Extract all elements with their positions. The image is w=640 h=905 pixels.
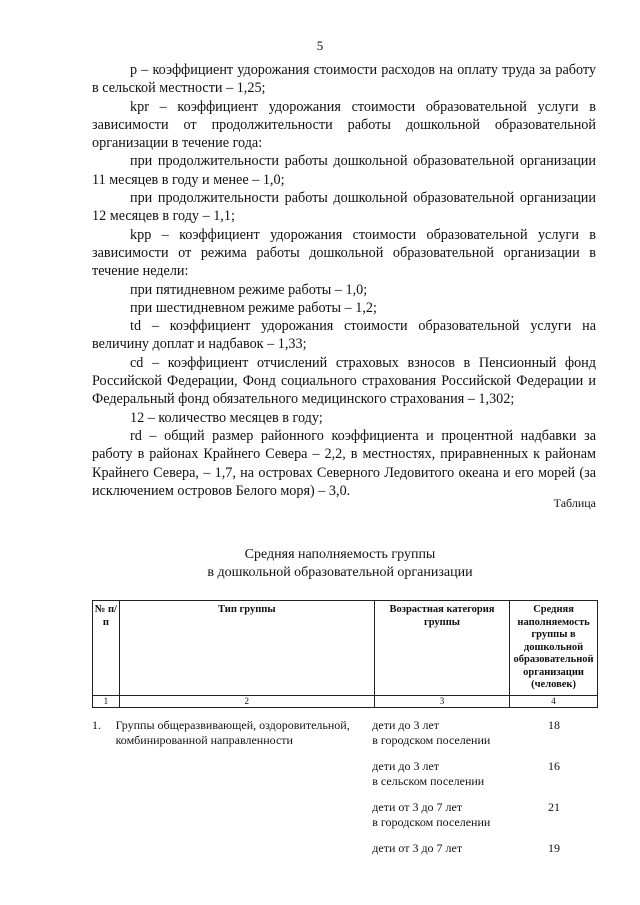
page-number: 5: [316, 38, 324, 53]
paragraph-kpp-five-day: при пятидневном режиме работы – 1,0;: [130, 281, 368, 298]
age-line-2: в городском поселении: [372, 732, 491, 747]
table-column-numbers-row: [93, 695, 598, 707]
age-line-1: дети от 3 до 7 лет: [372, 800, 463, 814]
paragraph-kpr-11-months: при продолжительности работы дошкольной образовательной организации 11 месяцев в году и менее – 1,0;: [92, 153, 596, 188]
age-line-1: дети до 3 лет: [372, 718, 440, 732]
table-body: [92, 718, 598, 868]
row-group-type: [116, 759, 373, 800]
row-group-type: [116, 800, 373, 841]
row-number: [92, 800, 116, 841]
table-row: [92, 759, 598, 800]
paragraph-months-per-year: 12 – количество месяцев в году;: [130, 409, 323, 426]
table-caption: Таблица: [553, 496, 596, 510]
table-header: [92, 600, 598, 708]
paragraph-rd-coefficient: rd – общий размер районного коэффициента и процентной надбавки за работу в районах Крайнего Севера – 2,2, в местностях, приравненных к районам Крайнего Севера, – 1,7, на островах Северного Ледовитого океана и его морей (за исключением островов Белого моря) – 3,0.: [92, 427, 596, 499]
row-age-category: [372, 718, 504, 759]
row-occupancy-value: 21: [548, 800, 561, 814]
table-row: [92, 841, 598, 868]
row-age-category: [372, 841, 504, 868]
row-group-type: Группы общеразвивающей, оздоровительной, комбинированной направленности: [115, 718, 350, 747]
column-number-2: 2: [119, 695, 374, 707]
table-title-line-2: в дошкольной образовательной организации: [207, 565, 473, 580]
paragraph-p-coefficient: p – коэффициент удорожания стоимости расходов на оплату труда за работу в сельской местности – 1,25;: [92, 62, 596, 97]
row-occupancy-value: 18: [548, 718, 561, 732]
table-title-line-1: Средняя наполняемость группы: [244, 547, 436, 562]
table-row: [92, 800, 598, 841]
row-age-category: [372, 800, 504, 841]
row-number: 1.: [92, 718, 101, 732]
header-age-category: Возрастная категория группы: [374, 601, 509, 696]
column-number-3: 3: [374, 695, 509, 707]
paragraph-kpp-coefficient: kpp – коэффициент удорожания стоимости образовательной услуги в зависимости от режима работы дошкольной образовательной организации в течение недели:: [92, 226, 596, 280]
age-line-2: в сельском поселении: [372, 773, 485, 788]
age-line-1: дети до 3 лет: [372, 759, 440, 773]
paragraph-kpp-six-day: при шестидневном режиме работы – 1,2;: [130, 299, 377, 316]
row-age-category: [372, 759, 504, 800]
paragraph-cd-coefficient: cd – коэффициент отчислений страховых взносов в Пенсионный фонд Российской Федерации, Фонд социального страхования Российской Федерации и Федеральный фонд обязательного медицинского страхования – 1,302;: [92, 354, 596, 408]
paragraph-kpr-coefficient: kpr – коэффициент удорожания стоимости образовательной услуги в зависимости от продолжительности работы дошкольной образовательной организации в течение года:: [92, 98, 596, 152]
table-header-row: [93, 601, 598, 696]
column-number-4: 4: [510, 695, 598, 707]
row-occupancy-value: 19: [548, 841, 561, 855]
table-title: [0, 546, 640, 582]
age-line-2: в городском поселении: [372, 814, 491, 829]
paragraph-kpr-12-months: при продолжительности работы дошкольной образовательной организации 12 месяцев в году – 1,1;: [92, 190, 596, 225]
row-number: [92, 759, 116, 800]
row-group-type: [116, 841, 373, 868]
paragraph-td-coefficient: td – коэффициент удорожания стоимости образовательной услуги на величину доплат и надбавок – 1,33;: [92, 318, 596, 353]
row-occupancy-value: 16: [548, 759, 561, 773]
row-number: [92, 841, 116, 868]
column-number-1: 1: [93, 695, 120, 707]
age-line-1: дети от 3 до 7 лет: [372, 841, 463, 855]
body-text: [92, 61, 596, 500]
table-row: [92, 718, 598, 759]
header-average-occupancy: Средняя наполняемость группы в дошкольной образовательной организации (человек): [510, 601, 598, 696]
header-number: № п/п: [93, 601, 120, 696]
header-group-type: Тип группы: [119, 601, 374, 696]
